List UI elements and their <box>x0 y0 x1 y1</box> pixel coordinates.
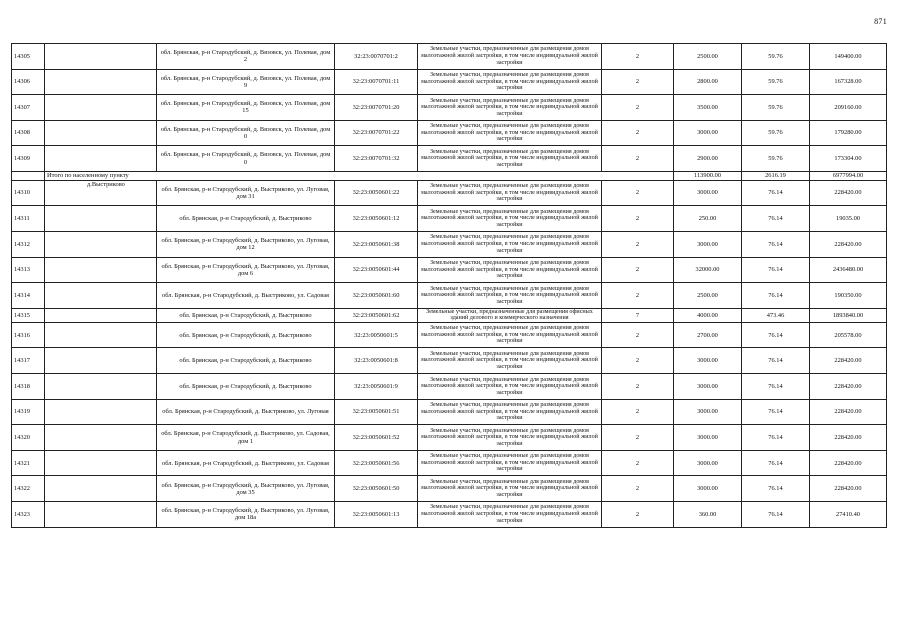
specific-value: 76.14 <box>742 399 810 425</box>
table-row <box>12 374 887 400</box>
cadastral-number: 32:23:0050601:56 <box>335 450 418 476</box>
use-group: 2 <box>602 322 674 348</box>
cadastral-value: 228420.00 <box>810 180 887 206</box>
address-cell: обл. Брянская, р-н Стародубский, д. Выстриково, ул. Луговая, дом 31 <box>157 180 335 206</box>
address-cell: обл. Брянская, р-н Стародубский, д. Выстриково, ул. Садовая, дом 1 <box>157 425 335 451</box>
land-use-description: Земельные участки, предназначенные для размещения домов малоэтажной жилой застройки, в том числе индивидуальной жилой застройки <box>418 476 602 502</box>
subtotal-value: 6977994.00 <box>810 171 887 180</box>
row-number: 14319 <box>12 399 45 425</box>
area-value: 3000.00 <box>674 180 742 206</box>
address-cell: обл. Брянская, р-н Стародубский, д. Выстриково, ул. Луговая, дом 6 <box>157 257 335 283</box>
land-use-description: Земельные участки, предназначенные для размещения домов малоэтажной жилой застройки, в том числе индивидуальной жилой застройки <box>418 95 602 121</box>
cadastral-value: 205578.00 <box>810 322 887 348</box>
row-number: 14321 <box>12 450 45 476</box>
locality-cell <box>45 120 157 146</box>
land-use-description: Земельные участки, предназначенные для размещения домов малоэтажной жилой застройки, в том числе индивидуальной жилой застройки <box>418 120 602 146</box>
specific-value: 473.46 <box>742 308 810 322</box>
cadastral-value: 228420.00 <box>810 450 887 476</box>
cadastral-number: 32:23:0070701:32 <box>335 146 418 172</box>
specific-value: 59.76 <box>742 69 810 95</box>
specific-value: 76.14 <box>742 476 810 502</box>
use-group: 2 <box>602 146 674 172</box>
cadastral-value: 2436480.00 <box>810 257 887 283</box>
land-use-description: Земельные участки, предназначенные для размещения офисных зданий делового и коммерческого назначения <box>418 308 602 322</box>
cadastral-value: 179280.00 <box>810 120 887 146</box>
cadastral-value: 19035.00 <box>810 206 887 232</box>
row-number: 14317 <box>12 348 45 374</box>
land-use-description: Земельные участки, предназначенные для размещения домов малоэтажной жилой застройки, в том числе индивидуальной жилой застройки <box>418 450 602 476</box>
row-number: 14313 <box>12 257 45 283</box>
cadastral-number: 32:23:0050601:9 <box>335 374 418 400</box>
locality-cell <box>45 146 157 172</box>
use-group: 2 <box>602 69 674 95</box>
table-row <box>12 308 887 322</box>
cadastral-number: 32:23:0050601:51 <box>335 399 418 425</box>
table-row <box>12 322 887 348</box>
row-number: 14309 <box>12 146 45 172</box>
use-group: 7 <box>602 308 674 322</box>
table-row <box>12 120 887 146</box>
use-group: 2 <box>602 120 674 146</box>
locality-cell <box>45 180 157 206</box>
row-number: 14308 <box>12 120 45 146</box>
table-row <box>12 95 887 121</box>
row-number: 14318 <box>12 374 45 400</box>
area-value: 2800.00 <box>674 69 742 95</box>
use-group: 2 <box>602 399 674 425</box>
cadastral-number: 32:23:0050601:8 <box>335 348 418 374</box>
address-cell: обл. Брянская, р-н Стародубский, д. Вязовск, ул. Полевая, дом 9 <box>157 69 335 95</box>
use-group: 2 <box>602 180 674 206</box>
locality-cell <box>45 348 157 374</box>
locality-cell <box>45 374 157 400</box>
specific-value: 59.76 <box>742 95 810 121</box>
specific-value: 76.14 <box>742 257 810 283</box>
area-value: 3000.00 <box>674 120 742 146</box>
address-cell: обл. Брянская, р-н Стародубский, д. Вязовск, ул. Полевая, дом 0 <box>157 120 335 146</box>
locality-cell <box>45 476 157 502</box>
table-row <box>12 450 887 476</box>
table-row <box>12 283 887 309</box>
table-row <box>12 502 887 528</box>
cadastral-number: 32:23:0050601:62 <box>335 308 418 322</box>
locality-cell <box>45 283 157 309</box>
row-number: 14316 <box>12 322 45 348</box>
locality-cell <box>45 425 157 451</box>
specific-value: 59.76 <box>742 146 810 172</box>
specific-value: 76.14 <box>742 283 810 309</box>
address-cell: обл. Брянская, р-н Стародубский, д. Вязовск, ул. Полевая, дом 0 <box>157 146 335 172</box>
use-group: 2 <box>602 348 674 374</box>
cadastral-value: 228420.00 <box>810 476 887 502</box>
land-use-description: Земельные участки, предназначенные для размещения домов малоэтажной жилой застройки, в том числе индивидуальной жилой застройки <box>418 257 602 283</box>
use-group: 2 <box>602 476 674 502</box>
land-use-description: Земельные участки, предназначенные для размещения домов малоэтажной жилой застройки, в том числе индивидуальной жилой застройки <box>418 44 602 70</box>
use-group: 2 <box>602 374 674 400</box>
use-group: 2 <box>602 450 674 476</box>
area-value: 360.00 <box>674 502 742 528</box>
address-cell: обл. Брянская, р-н Стародубский, д. Выстриково <box>157 206 335 232</box>
area-value: 2500.00 <box>674 283 742 309</box>
cadastral-value: 209160.00 <box>810 95 887 121</box>
cadastral-number: 32:23:0050601:60 <box>335 283 418 309</box>
page-number: 871 <box>874 17 887 26</box>
address-cell: обл. Брянская, р-н Стародубский, д. Выстриково, ул. Садовая <box>157 283 335 309</box>
area-value: 3500.00 <box>674 95 742 121</box>
cadastral-value: 228420.00 <box>810 399 887 425</box>
area-value: 2500.00 <box>674 44 742 70</box>
locality-cell <box>45 231 157 257</box>
specific-value: 76.14 <box>742 502 810 528</box>
address-cell: обл. Брянская, р-н Стародубский, д. Выстриково, ул. Луговая, дом 18а <box>157 502 335 528</box>
subtotal-label: Итого по населенному пункту <box>45 171 674 180</box>
cadastral-value: 228420.00 <box>810 348 887 374</box>
subtotal-area: 113900.00 <box>674 171 742 180</box>
land-use-description: Земельные участки, предназначенные для размещения домов малоэтажной жилой застройки, в том числе индивидуальной жилой застройки <box>418 146 602 172</box>
row-number: 14315 <box>12 308 45 322</box>
land-use-description: Земельные участки, предназначенные для размещения домов малоэтажной жилой застройки, в том числе индивидуальной жилой застройки <box>418 374 602 400</box>
cadastral-value: 149400.00 <box>810 44 887 70</box>
locality-cell <box>45 502 157 528</box>
row-number: 14314 <box>12 283 45 309</box>
land-use-description: Земельные участки, предназначенные для размещения домов малоэтажной жилой застройки, в том числе индивидуальной жилой застройки <box>418 399 602 425</box>
use-group: 2 <box>602 425 674 451</box>
cadastral-value: 167328.00 <box>810 69 887 95</box>
specific-value: 76.14 <box>742 348 810 374</box>
specific-value: 76.14 <box>742 322 810 348</box>
cadastral-number: 32:23:0050601:13 <box>335 502 418 528</box>
cadastral-value: 173304.00 <box>810 146 887 172</box>
address-cell: обл. Брянская, р-н Стародубский, д. Выстриково <box>157 374 335 400</box>
specific-value: 76.14 <box>742 206 810 232</box>
locality-cell <box>45 399 157 425</box>
land-use-description: Земельные участки, предназначенные для размещения домов малоэтажной жилой застройки, в том числе индивидуальной жилой застройки <box>418 348 602 374</box>
row-number: 14323 <box>12 502 45 528</box>
land-use-description: Земельные участки, предназначенные для размещения домов малоэтажной жилой застройки, в том числе индивидуальной жилой застройки <box>418 322 602 348</box>
address-cell: обл. Брянская, р-н Стародубский, д. Вязовск, ул. Полевая, дом 2 <box>157 44 335 70</box>
table-row <box>12 476 887 502</box>
specific-value: 76.14 <box>742 180 810 206</box>
locality-cell <box>45 95 157 121</box>
table-row <box>12 44 887 70</box>
land-use-description: Земельные участки, предназначенные для размещения домов малоэтажной жилой застройки, в том числе индивидуальной жилой застройки <box>418 180 602 206</box>
row-number: 14307 <box>12 95 45 121</box>
area-value: 3000.00 <box>674 399 742 425</box>
subtotal-rate: 2616.19 <box>742 171 810 180</box>
row-number: 14320 <box>12 425 45 451</box>
cadastral-number: 32:23:0070701:22 <box>335 120 418 146</box>
area-value: 2900.00 <box>674 146 742 172</box>
specific-value: 76.14 <box>742 425 810 451</box>
cadastral-number: 32:23:0050601:50 <box>335 476 418 502</box>
cadastral-number: 32:23:0050601:44 <box>335 257 418 283</box>
area-value: 3000.00 <box>674 348 742 374</box>
land-use-description: Земельные участки, предназначенные для размещения домов малоэтажной жилой застройки, в том числе индивидуальной жилой застройки <box>418 502 602 528</box>
table-row <box>12 231 887 257</box>
row-number: 14305 <box>12 44 45 70</box>
cadastral-value-table <box>11 43 887 528</box>
use-group: 2 <box>602 257 674 283</box>
subtotal-row <box>12 171 887 180</box>
area-value: 3000.00 <box>674 425 742 451</box>
cadastral-number: 32:23:0050601:52 <box>335 425 418 451</box>
cadastral-number: 32:23:0050601:12 <box>335 206 418 232</box>
cadastral-value: 1893840.00 <box>810 308 887 322</box>
area-value: 250.00 <box>674 206 742 232</box>
row-number: 14312 <box>12 231 45 257</box>
address-cell: обл. Брянская, р-н Стародубский, д. Выстриково <box>157 348 335 374</box>
row-number: 14311 <box>12 206 45 232</box>
table-row <box>12 257 887 283</box>
use-group: 2 <box>602 95 674 121</box>
use-group: 2 <box>602 283 674 309</box>
cadastral-value: 228420.00 <box>810 425 887 451</box>
area-value: 3000.00 <box>674 476 742 502</box>
area-value: 2700.00 <box>674 322 742 348</box>
specific-value: 59.76 <box>742 44 810 70</box>
table-row <box>12 206 887 232</box>
address-cell: обл. Брянская, р-н Стародубский, д. Выстриково <box>157 322 335 348</box>
locality-cell <box>45 308 157 322</box>
address-cell: обл. Брянская, р-н Стародубский, д. Выстриково, ул. Луговая <box>157 399 335 425</box>
table-row <box>12 180 887 206</box>
table-row <box>12 399 887 425</box>
cadastral-value: 190350.00 <box>810 283 887 309</box>
specific-value: 76.14 <box>742 231 810 257</box>
cadastral-number: 32:23:0050601:5 <box>335 322 418 348</box>
cadastral-value: 27410.40 <box>810 502 887 528</box>
table-row <box>12 425 887 451</box>
land-use-description: Земельные участки, предназначенные для размещения домов малоэтажной жилой застройки, в том числе индивидуальной жилой застройки <box>418 425 602 451</box>
locality-name: д.Выстриково <box>87 181 125 189</box>
specific-value: 59.76 <box>742 120 810 146</box>
address-cell: обл. Брянская, р-н Стародубский, д. Выстриково, ул. Садовая <box>157 450 335 476</box>
cadastral-number: 32:23:0050601:38 <box>335 231 418 257</box>
use-group: 2 <box>602 44 674 70</box>
use-group: 2 <box>602 502 674 528</box>
address-cell: обл. Брянская, р-н Стародубский, д. Выстриково, ул. Луговая, дом 35 <box>157 476 335 502</box>
land-use-description: Земельные участки, предназначенные для размещения домов малоэтажной жилой застройки, в том числе индивидуальной жилой застройки <box>418 69 602 95</box>
land-use-description: Земельные участки, предназначенные для размещения домов малоэтажной жилой застройки, в том числе индивидуальной жилой застройки <box>418 283 602 309</box>
locality-cell <box>45 450 157 476</box>
address-cell: обл. Брянская, р-н Стародубский, д. Выстриково, ул. Луговая, дом 12 <box>157 231 335 257</box>
cadastral-number: 32:23:0070701:11 <box>335 69 418 95</box>
table-row <box>12 69 887 95</box>
area-value: 3000.00 <box>674 231 742 257</box>
cadastral-number: 32:23:0070701:20 <box>335 95 418 121</box>
table-row <box>12 146 887 172</box>
land-use-description: Земельные участки, предназначенные для размещения домов малоэтажной жилой застройки, в том числе индивидуальной жилой застройки <box>418 206 602 232</box>
cadastral-value: 228420.00 <box>810 374 887 400</box>
subtotal-blank <box>12 171 45 180</box>
area-value: 3000.00 <box>674 450 742 476</box>
land-use-description: Земельные участки, предназначенные для размещения домов малоэтажной жилой застройки, в том числе индивидуальной жилой застройки <box>418 231 602 257</box>
area-value: 3000.00 <box>674 374 742 400</box>
specific-value: 76.14 <box>742 374 810 400</box>
row-number: 14306 <box>12 69 45 95</box>
locality-cell <box>45 206 157 232</box>
specific-value: 76.14 <box>742 450 810 476</box>
cadastral-number: 32:23:0070701:2 <box>335 44 418 70</box>
cadastral-number: 32:23:0050601:22 <box>335 180 418 206</box>
area-value: 4000.00 <box>674 308 742 322</box>
address-cell: обл. Брянская, р-н Стародубский, д. Вязовск, ул. Полевая, дом 15 <box>157 95 335 121</box>
area-value: 32000.00 <box>674 257 742 283</box>
locality-cell <box>45 69 157 95</box>
locality-cell <box>45 44 157 70</box>
use-group: 2 <box>602 231 674 257</box>
locality-cell <box>45 322 157 348</box>
row-number: 14322 <box>12 476 45 502</box>
use-group: 2 <box>602 206 674 232</box>
address-cell: обл. Брянская, р-н Стародубский, д. Выстриково <box>157 308 335 322</box>
table-row <box>12 348 887 374</box>
cadastral-value: 228420.00 <box>810 231 887 257</box>
locality-cell <box>45 257 157 283</box>
row-number: 14310 <box>12 180 45 206</box>
